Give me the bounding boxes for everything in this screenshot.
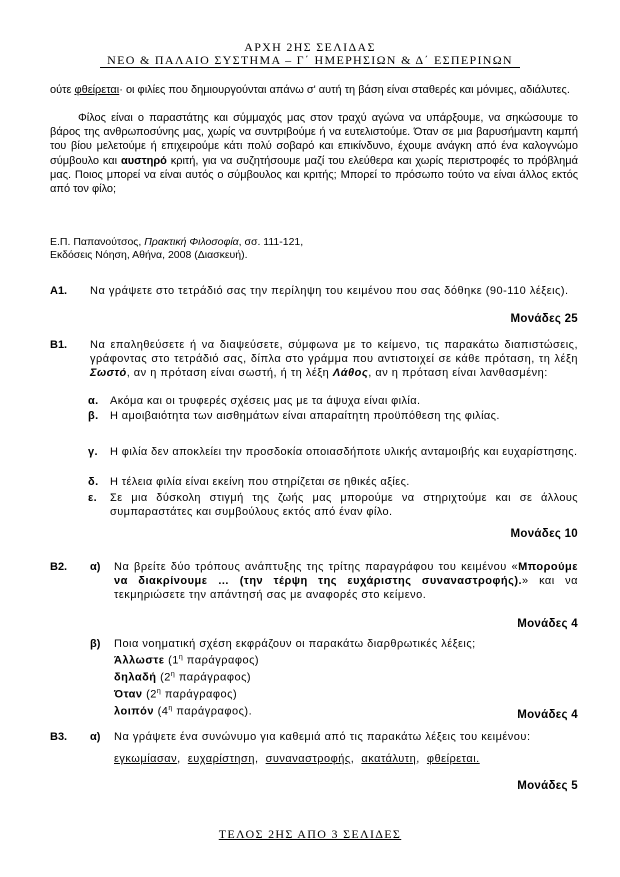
- option-text: Η αμοιβαιότητα των αισθημάτων είναι απαραίτητη προϋπόθεση της φιλίας.: [110, 410, 500, 422]
- b2-a-text2: » και να τεκμηριώσετε την απάντησή σας με αναφορές στο κείμενο.: [114, 575, 578, 601]
- question-b2a: [50, 560, 578, 602]
- b2-b-list: [114, 651, 578, 719]
- b2-a-text: [114, 560, 578, 602]
- header-line-1: ΑΡΧΗ 2ΗΣ ΣΕΛΙΔΑΣ: [244, 40, 376, 54]
- option-text: Σε μια δύσκολη στιγμή της ζωής μας μπορούμε να στηριχτούμε και σε άλλους συμπαραστάτες και συμβούλους εκτός από έναν φίλο.: [110, 492, 578, 518]
- p2-text-a: Φίλος είναι ο παραστάτης και σύμμαχός μας στον τραχύ αγώνα να υπάρξουμε, να σηκώσουμε το βάρος της ανθρωποσύνης μας, χωρίς να συντριβούμε ή να ευτελιστούμε. Όταν σε μια βαρυσήμαντη καμπή του βίου μελετούμε ή επιχειρούμε κάτι πολύ σοβαρό και επικίνδυνο, έχουμε ανάγκη από ένα καλογνώμο σύμβουλο και: [50, 112, 578, 167]
- b3-word: φθείρεται.: [426, 753, 480, 765]
- b2-b-label: β): [90, 638, 101, 650]
- option-letter: δ.: [88, 476, 99, 488]
- p1-rest: · οι φιλίες που δημιουργούνται απάνω σ' αυτή τη βάση είναι σταθερές και μόνιμες, αδιάλυτες.: [119, 84, 570, 96]
- b2-b-text: Ποια νοηματική σχέση εκφράζουν οι παρακάτω διαρθρωτικές λέξεις;: [114, 638, 476, 650]
- option-text: Ακόμα και οι τρυφερές σχέσεις μας με τα άψυχα είναι φιλία.: [110, 395, 421, 407]
- b1-option-b: [88, 409, 578, 423]
- b2-b-sup: η: [156, 687, 162, 695]
- b2-b-rest: παράγραφος): [183, 654, 260, 667]
- b1-word-false: Λάθος: [332, 367, 369, 379]
- a1-marks: Μονάδες 25: [510, 313, 578, 325]
- b1-option-d: [88, 475, 578, 489]
- b2-b-item: [114, 685, 578, 702]
- b2-b-num: (2: [160, 671, 171, 684]
- b2-b-num: (1: [168, 654, 179, 667]
- b3-marks: Μονάδες 5: [517, 780, 578, 792]
- b2-b-sup: η: [170, 670, 176, 678]
- a1-text: Να γράψετε στο τετράδιό σας την περίληψη του κειμένου που σας δόθηκε (90-110 λέξεις).: [90, 285, 569, 297]
- option-letter: γ.: [88, 446, 98, 458]
- b2-b-marks: Μονάδες 4: [517, 709, 578, 721]
- b2-b-item: [114, 668, 578, 685]
- b1-text-b: , αν η πρόταση είναι σωστή, ή τη λέξη: [126, 367, 333, 379]
- b1-text-a: Να επαληθεύσετε ή να διαψεύσετε, σύμφωνα με το κείμενο, τις παρακάτω διαπιστώσεις, γράφοντας στο τετράδιό σας, δίπλα στο γράμμα που αντιστοιχεί σε κάθε πρόταση, τη λέξη: [90, 339, 578, 365]
- b2-b-item: [114, 651, 578, 668]
- source-book: Πρακτική Φιλοσοφία: [144, 236, 239, 248]
- b2-b-sup: η: [168, 704, 173, 712]
- paragraph-friend: [50, 111, 578, 196]
- source-publisher: Εκδόσεις Νόηση, Αθήνα, 2008 (Διασκευή).: [50, 249, 248, 261]
- b2-label: Β2.: [50, 561, 68, 573]
- paragraph-continuation: [50, 83, 578, 97]
- p1-underlined-word: φθείρεται: [74, 84, 120, 96]
- source-citation: [50, 236, 578, 262]
- b2-b-word: λοιπόν: [114, 705, 155, 718]
- b3-text: Να γράψετε ένα συνώνυμο για καθεμιά από τις παρακάτω λέξεις του κειμένου:: [114, 731, 531, 743]
- p2-text-b: κριτή, για να συζητήσουμε μαζί του ελεύθερα και χωρίς περιστροφές το πρόβλημά μας. Ποιος μπορεί να είναι αυτός ο σύμβουλος και κριτής; Μπορεί το πρόσωπο τούτο να είναι άλλος εκτός από τον φίλο;: [50, 154, 578, 196]
- b1-text-c: , αν η πρόταση είναι λανθασμένη:: [368, 367, 548, 379]
- b3-word: ακατάλυτη: [361, 753, 417, 765]
- b3-word: ευχαρίστηση: [187, 753, 255, 765]
- option-text: Η φιλία δεν αποκλείει την προσδοκία οποιασδήποτε υλικής ανταμοιβής και ευχαρίστησης.: [110, 446, 578, 458]
- header-line-2: ΝΕΟ & ΠΑΛΑΙΟ ΣΥΣΤΗΜΑ – Γ΄ ΗΜΕΡΗΣΙΩΝ & Δ΄ ΕΣΠΕΡΙΝΩΝ: [107, 53, 513, 67]
- b2-a-label: α): [90, 561, 101, 573]
- b3-word: εγκωμίασαν: [114, 753, 178, 765]
- b2-b-num: (4: [157, 705, 169, 718]
- b2-b-word: δηλαδή: [114, 671, 157, 684]
- question-b1: [50, 338, 578, 380]
- b1-option-c: [88, 445, 578, 459]
- b1-label: Β1.: [50, 339, 68, 351]
- b3-label: Β3.: [50, 731, 68, 743]
- footer: ΤΕΛΟΣ 2ΗΣ ΑΠΟ 3 ΣΕΛΙΔΕΣ: [218, 827, 402, 841]
- b3-word-list: εγκωμίασαν, ευχαρίστηση, συναναστροφής, ακατάλυτη, φθείρεται.: [114, 753, 480, 765]
- source-author: Ε.Π. Παπανούτσος,: [50, 236, 145, 248]
- b2-b-num: (2: [146, 688, 157, 701]
- option-text: Η τέλεια φιλία είναι εκείνη που στηρίζεται σε ηθικές αξίες.: [110, 476, 410, 488]
- b1-text: [90, 338, 578, 380]
- b3-word: συναναστροφής: [265, 753, 351, 765]
- option-letter: ε.: [88, 492, 98, 504]
- question-b2b: [50, 637, 578, 719]
- b2-b-word: Άλλωστε: [114, 654, 165, 667]
- p1-prefix: ούτε: [50, 84, 75, 96]
- question-a1: [50, 284, 578, 298]
- b2-a-text1: Να βρείτε δύο τρόπους ανάπτυξης της τρίτης παραγράφου του κειμένου «: [114, 561, 519, 573]
- option-letter: β.: [88, 410, 99, 422]
- b2-b-rest: παράγραφος).: [172, 705, 253, 718]
- header-underline: [100, 67, 520, 68]
- option-letter: α.: [88, 395, 99, 407]
- b2-b-sup: η: [178, 654, 184, 661]
- b2-a-marks: Μονάδες 4: [517, 618, 578, 630]
- b2-b-word: Όταν: [114, 688, 143, 701]
- b1-marks: Μονάδες 10: [510, 528, 578, 540]
- b2-a-bold: Μπορούμε να διακρίνουμε … (την τέρψη της ευχάριστης συναναστροφής).: [114, 561, 578, 587]
- question-b3: [50, 730, 578, 766]
- b1-option-e: [88, 491, 578, 519]
- b2-b-item: [114, 702, 578, 719]
- b2-b-rest: παράγραφος): [161, 688, 238, 701]
- source-pages: , σσ. 111-121,: [238, 236, 304, 248]
- b1-option-a: [88, 394, 578, 408]
- p2-bold-word: αυστηρό: [121, 154, 167, 167]
- b3-a-label: α): [90, 731, 101, 743]
- b2-b-rest: παράγραφος): [175, 671, 252, 684]
- a1-label: Α1.: [50, 285, 68, 297]
- b1-word-true: Σωστό: [90, 367, 127, 379]
